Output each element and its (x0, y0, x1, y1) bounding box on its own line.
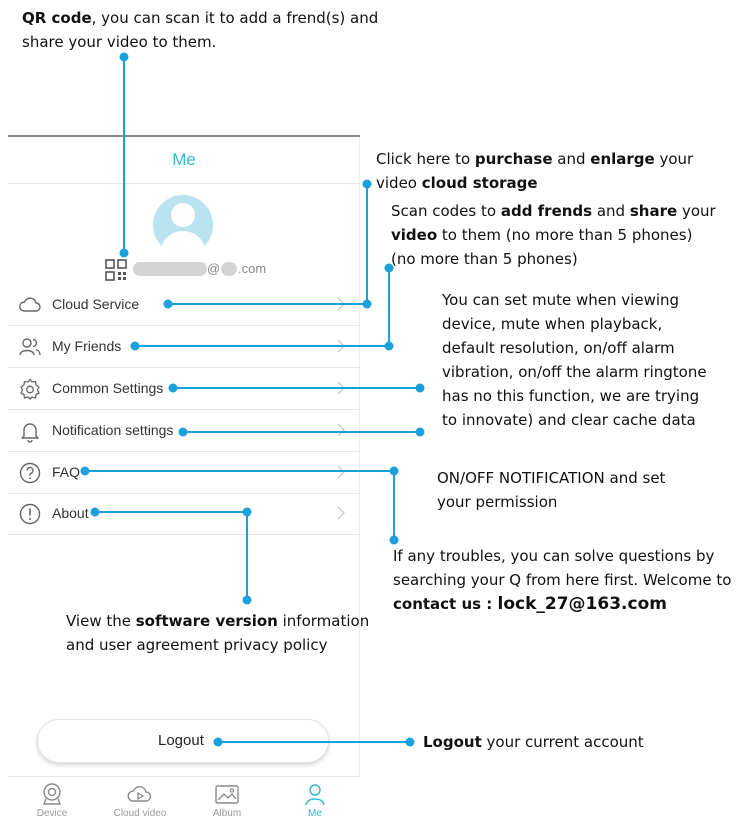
annotation-my-friends: Scan codes to add frends and share your video to them (no more than 5 phones) (no more than 5 phones) (391, 202, 716, 268)
annotation-qr-code: QR code, you can scan it to add a frend(s) and share your video to them. (22, 9, 379, 51)
menu-item-label: My Friends (52, 338, 122, 354)
menu-item-label: Cloud Service (52, 296, 140, 312)
menu-item-label: About (52, 505, 89, 521)
account-domain: .com (238, 261, 267, 276)
tab-label: Album (212, 808, 242, 819)
menu-item-label: Notification settings (52, 422, 174, 438)
menu-item-label: Common Settings (52, 380, 164, 396)
account-at: @ (207, 261, 221, 276)
annotation-notification: ON/OFF NOTIFICATION and set your permission (437, 469, 666, 511)
tab-label: Cloud video (113, 808, 167, 819)
annotation-faq: If any troubles, you can solve questions by searching your Q from here first. Welcome to contact us : lock_27@163.com (393, 547, 732, 614)
logout-label: Logout (158, 732, 204, 749)
annotation-common-settings: You can set mute when viewing device, mute when playback, default resolution, on/off alarm vibration, on/off the alarm ringtone has no this function, we are trying to innovate) and clear cache data (442, 291, 707, 429)
annotation-logout: Logout your current account (423, 733, 644, 751)
page-title: Me (172, 150, 196, 169)
menu-item-label: FAQ (52, 464, 81, 480)
annotation-cloud-service: Click here to purchase and enlarge your video cloud storage (376, 150, 694, 192)
contact-email: lock_27@163.com (497, 594, 667, 614)
tab-label: Device (36, 808, 68, 819)
tab-label: Me (308, 808, 322, 819)
annotation-about: View the software version information and user agreement privacy policy (66, 612, 370, 654)
